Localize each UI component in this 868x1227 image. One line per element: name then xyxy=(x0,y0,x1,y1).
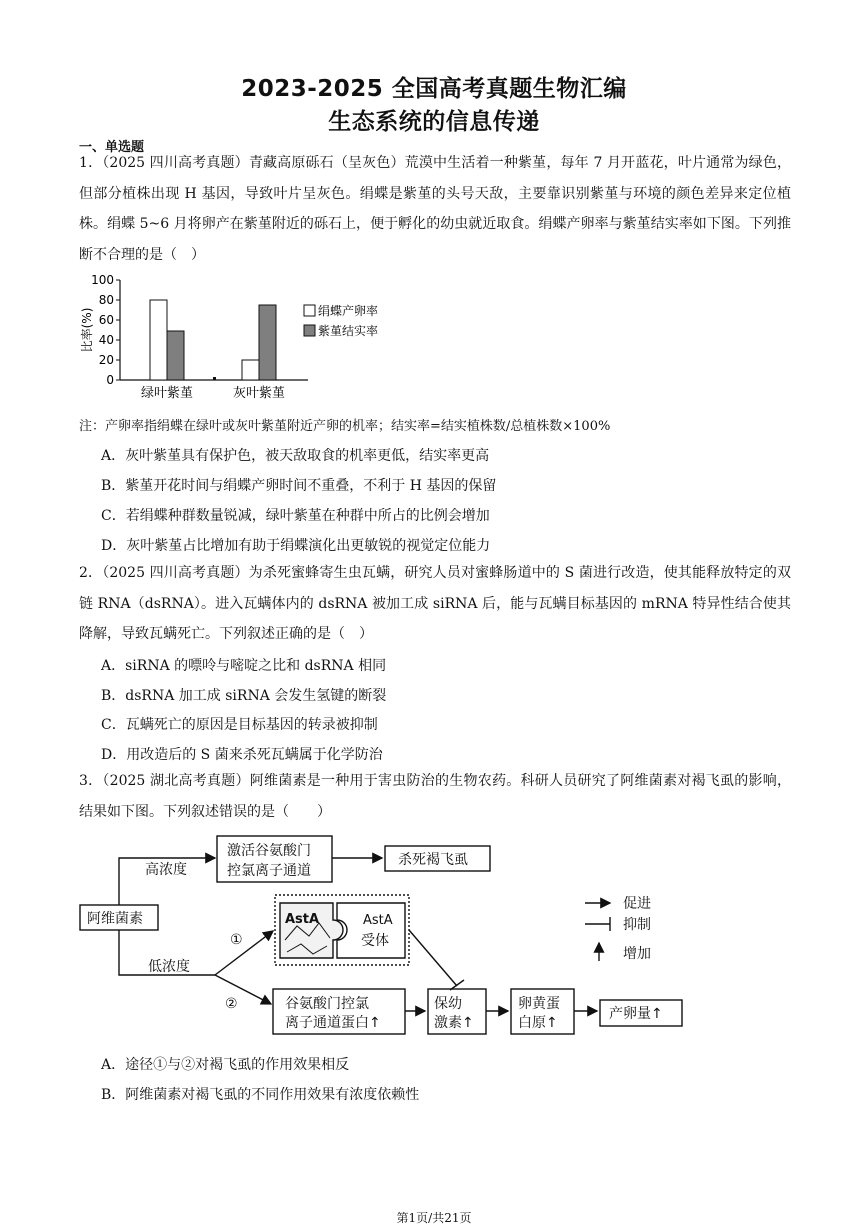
q2-stem: 2．（2025 四川高考真题）为杀死蜜蜂寄生虫瓦螨，研究人员对蜜蜂肠道中的 S 菌进行改造，使其能释放特定的双链 RNA（dsRNA）。进入瓦螨体内的 dsRNA 被加工成 siRNA 后，能与瓦螨目标基因的 mRNA 特异性结合使其降解，导致瓦螨死亡。下列叙述正确的是（ ） xyxy=(79,565,791,642)
q3-stem: 3．（2025 湖北高考真题）阿维菌素是一种用于害虫防治的生物农药。科研人员研究了阿维菌素对褐飞虱的影响，结果如下图。下列叙述错误的是（ ） xyxy=(79,773,791,820)
flow-diagram xyxy=(75,828,695,1038)
path1-marker: ① xyxy=(230,932,243,948)
egg-label: 产卵量↑ xyxy=(609,1006,663,1022)
legend-swatch xyxy=(304,325,315,336)
low-concentration-label: 低浓度 xyxy=(148,959,190,975)
receptor-line2: 受体 xyxy=(361,933,389,949)
q1-option-a: A．灰叶紫堇具有保护色，被天敌取食的机率更低，结实率更高 xyxy=(101,448,490,464)
bar-seedset xyxy=(167,331,184,380)
receptor-line1: AstA xyxy=(363,913,393,928)
axis-dot xyxy=(213,377,216,380)
legend-swatch xyxy=(304,305,315,316)
y-tick-label: 60 xyxy=(98,313,114,327)
asta-label: AstA xyxy=(285,912,320,927)
jh-line1: 保幼 xyxy=(434,996,462,1012)
legend-label: 紫堇结实率 xyxy=(318,324,379,338)
glu-box-line1: 激活谷氨酸门 xyxy=(227,843,311,859)
high-concentration-label: 高浓度 xyxy=(145,862,187,878)
q3-option-a: A．途径①与②对褐飞虱的作用效果相反 xyxy=(101,1057,350,1073)
q1-option-b: B．紫堇开花时间与绢蝶产卵时间不重叠，不利于 H 基因的保留 xyxy=(101,478,497,494)
y-axis-label: 比率(%) xyxy=(80,307,94,353)
y-tick-label: 0 xyxy=(106,373,114,387)
legend-promote: 促进 xyxy=(623,896,651,912)
q2-option-d: D．用改造后的 S 菌来杀死瓦螨属于化学防治 xyxy=(101,747,383,763)
y-tick-label: 80 xyxy=(98,293,114,307)
q2-option-c: C．瓦螨死亡的原因是目标基因的转录被抑制 xyxy=(101,717,378,733)
legend-increase: 增加 xyxy=(623,946,651,962)
q1-stem: 1．（2025 四川高考真题）青藏高原砾石（呈灰色）荒漠中生活着一种紫堇，每年 7 月开蓝花，叶片通常为绿色，但部分植株出现 H 基因，导致叶片呈灰色。绢蝶是紫堇的头号天敌，主要靠识别紫堇与环境的颜色差异来定位植株。绢蝶 5~6 月将卵产在紫堇附近的砾石上，便于孵化的幼虫就近取食。绢蝶产卵率与紫堇结实率如下图。下列推断不合理的是（ ） xyxy=(79,155,791,263)
x-category-label: 灰叶紫堇 xyxy=(232,386,286,401)
title-line1: 2023-2025 全国高考真题生物汇编 xyxy=(241,76,627,102)
q1-option-c: C．若绢蝶种群数量锐减，绿叶紫堇在种群中所占的比例会增加 xyxy=(101,508,490,524)
q1-note: 注：产卵率指绢蝶在绿叶或灰叶紫堇附近产卵的机率；结实率=结实植株数/总植株数×100% xyxy=(79,419,611,434)
q2-option-b: B．dsRNA 加工成 siRNA 会发生氢键的断裂 xyxy=(101,688,387,704)
vg-line1: 卵黄蛋 xyxy=(518,996,560,1012)
page-footer: 第1页/共21页 xyxy=(396,1211,472,1225)
title-line2: 生态系统的信息传递 xyxy=(328,109,540,135)
section-heading: 一、单选题 xyxy=(79,140,145,155)
channel-line2: 离子通道蛋白↑ xyxy=(285,1015,381,1031)
legend-label: 绢蝶产卵率 xyxy=(318,304,379,318)
x-category-label: 绿叶紫堇 xyxy=(140,386,194,401)
bar-seedset xyxy=(259,305,276,380)
kill-label: 杀死褐飞虱 xyxy=(398,852,468,868)
receptor-shape xyxy=(337,903,405,958)
glu-box-line2: 控氯离子通道 xyxy=(227,863,311,879)
channel-line1: 谷氨酸门控氯 xyxy=(285,996,369,1012)
jh-line2: 激素↑ xyxy=(434,1015,474,1031)
path2-marker: ② xyxy=(225,996,238,1012)
y-tick-label: 20 xyxy=(98,353,114,367)
q1-option-d: D．灰叶紫堇占比增加有助于绢蝶演化出更敏锐的视觉定位能力 xyxy=(101,538,491,554)
bar-oviposition xyxy=(150,300,167,380)
q2-option-a: A．siRNA 的嘌呤与嘧啶之比和 dsRNA 相同 xyxy=(101,658,387,674)
q3-option-b: B．阿维菌素对褐飞虱的不同作用效果有浓度依赖性 xyxy=(101,1087,420,1103)
y-tick-label: 40 xyxy=(98,333,114,347)
bar-chart xyxy=(78,270,408,405)
y-tick-label: 100 xyxy=(91,273,114,287)
legend-inhibit: 抑制 xyxy=(623,917,651,933)
source-label: 阿维菌素 xyxy=(87,911,143,927)
vg-line2: 白原↑ xyxy=(518,1015,558,1031)
bar-oviposition xyxy=(242,360,259,380)
